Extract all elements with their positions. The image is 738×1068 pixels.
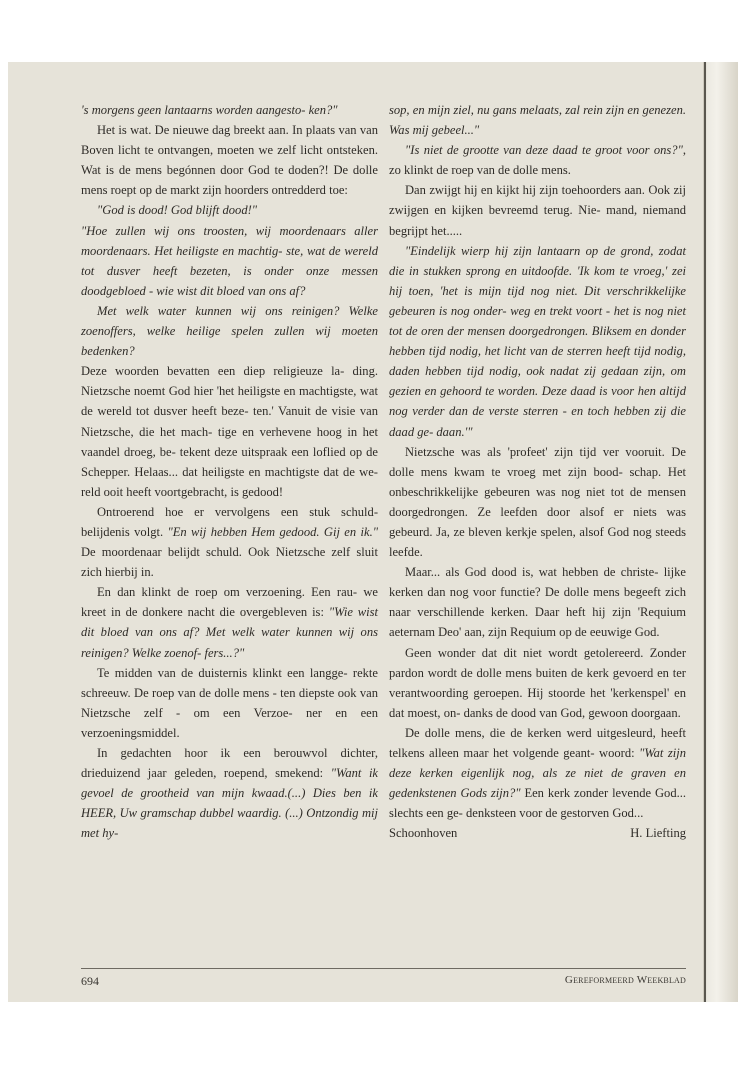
quote: "Wat zijn deze kerken eigenlijk nog, als ze niet de graven en gedenkstenen Gods zijn?" (389, 746, 686, 801)
paragraph (81, 743, 378, 843)
paragraph: Deze woorden bevatten een diep religieuze la- ding. Nietzsche noemt God hier 'het heiligste en machtigste, wat de wereld tot dusver heeft beze- ten.' Vanuit de visie van Nietzsche, die het mach- tige en verhevene hoog in het vaandel droeg, be- tekent deze uitspraak een loflied op de Schepper. Helaas... dat heiligste en machtigste dat de we- reld ooit heeft voortgebracht, is gedood! (81, 364, 378, 499)
right-column (389, 100, 686, 843)
text: In gedachten hoor ik een berouwvol dichter, drieduizend jaar geleden, roepend, smekend: (81, 746, 378, 781)
quote: "God is dood! God blijft dood!" (97, 203, 258, 218)
paragraph: Het is wat. De nieuwe dag breekt aan. In plaats van van Boven licht te ontvangen, moeten we zelf licht ontsteken. Wat is de mens begónnen door God te doden?! De dolle mens roept op de markt zijn hoorders ontredderd toe: (81, 123, 378, 198)
paragraph (389, 723, 686, 823)
quote: Met welk water kunnen wij ons reinigen? Welke zoenoffers, welke heilige spelen zullen wij moeten bedenken? (81, 303, 378, 359)
paragraph: Te midden van de duisternis klinkt een langge- rekte schreeuw. De roep van de dolle mens - ten diepste ook van Nietzsche zelf - om een Verzoe- ner en een verzoeningsmiddel. (81, 665, 378, 740)
paragraph: Maar... als God dood is, wat hebben de christe- lijke kerken dan nog voor functie? De dolle mens begeeft zich naar verschillende kerken. Daar heft hij zijn 'Requium aeternam Deo' aan, zijn Requium op de eeuwige God. (389, 565, 686, 640)
author: H. Liefting (630, 826, 686, 841)
paragraph: Nietzsche was als 'profeet' zijn tijd ver vooruit. De dolle mens kwam te vroeg met zijn bood- schap. Het onbeschrikkelijke gebeuren was nog niet tot de mensen doorgedrongen. Ze leefden door alsof er niets was gebeurd. Ja, ze bleven kerkje spelen, alsof God nog steeds leefde. (389, 444, 686, 560)
place: Schoonhoven (389, 826, 458, 841)
text: , zo klinkt de roep van de dolle mens. (389, 143, 686, 178)
journal-name: Gereformeerd Weekblad (564, 974, 686, 986)
paragraph (81, 502, 378, 582)
text: De moordenaar belijdt schuld. Ook Nietzsche zelf sluit zich hierbij in. (81, 545, 378, 580)
binding-edge (704, 62, 706, 1002)
paragraph: Dan zwijgt hij en kijkt hij zijn toehoorders aan. Ook zij zwijgen en kijken bevreemd terug. Nie- mand, niemand begrijpt het..... (389, 183, 686, 238)
text: Een kerk zonder levende God... slechts een ge- denksteen voor de gestorven God... (389, 786, 687, 821)
quote: "Hoe zullen wij ons troosten, wij moordenaars aller moordenaars. Het heiligste en machtig- ste, wat de wereld tot dusver heeft bezeten, is onder onze messen doodgebloed - wie wist dit bloed van ons af? (81, 223, 378, 298)
paragraph (81, 582, 378, 662)
text: En dan klinkt de roep om verzoening. Een rau- we kreet in de donkere nacht die overgebleven is: (81, 585, 378, 620)
page-number: 694 (81, 974, 99, 988)
quote: "En wij hebben Hem gedood. Gij en ik." (167, 524, 378, 539)
quote: "Want ik gevoel de grootheid van mijn kwaad.(...) Dies ben ik HEER, Uw gramschap dubbel waardig. (...) Ontzondig mij met hy- (81, 766, 378, 841)
quote: "Wie wist dit bloed van ons af? Met welk water kunnen wij ons reinigen? Welke zoenof- fers...?" (81, 605, 378, 660)
paragraph (389, 140, 686, 180)
paragraph: Geen wonder dat dit niet wordt getolereerd. Zonder pardon wordt de dolle mens buiten de kerk gevoerd en ter verantwoording geroepen. Hij stoorde het 'kerkenspel' en dat moest, on- danks de dood van God, gewoon doorgaan. (389, 645, 686, 720)
quote: "Eindelijk wierp hij zijn lantaarn op de grond, zodat die in stukken sprong en uitdoofde. 'Ik kom te vroeg,' zei hij toen, 'het is mijn tijd nog niet. Dit verschrikkelijke gebeuren is nog onder- weg en trekt voort - het is nog niet tot de oren der mensen doorgedrongen. Bliksem en donder hebben tijd nodig, het licht van de sterren heeft tijd nodig, daden hebben tijd nodig, ook nadat zij gedaan zijn, om gezien en gehoord te worden. Deze daad is voor hen altijd nog verder dan de verste sterren - en toch hebben zij die daad ge- daan.'" (389, 243, 686, 439)
paragraph: 's morgens geen lantaarns worden aangesto- ken?" (81, 103, 338, 117)
left-column (81, 100, 378, 843)
text: Ontroerend hoe er vervolgens een stuk schuld- belijdenis volgt. (81, 504, 378, 539)
signature-line (389, 823, 686, 843)
binding-gutter (703, 62, 738, 1002)
text: De dolle mens, die de kerken werd uitgesleurd, heeft telkens alleen maar het volgende geant- woord: (389, 725, 686, 760)
footer-rule (81, 968, 686, 969)
quote: sop, en mijn ziel, nu gans melaats, zal rein zijn en genezen. Was mij gebeel..." (389, 103, 686, 138)
quote: "Is niet de grootte van deze daad te groot voor ons?" (405, 143, 683, 158)
